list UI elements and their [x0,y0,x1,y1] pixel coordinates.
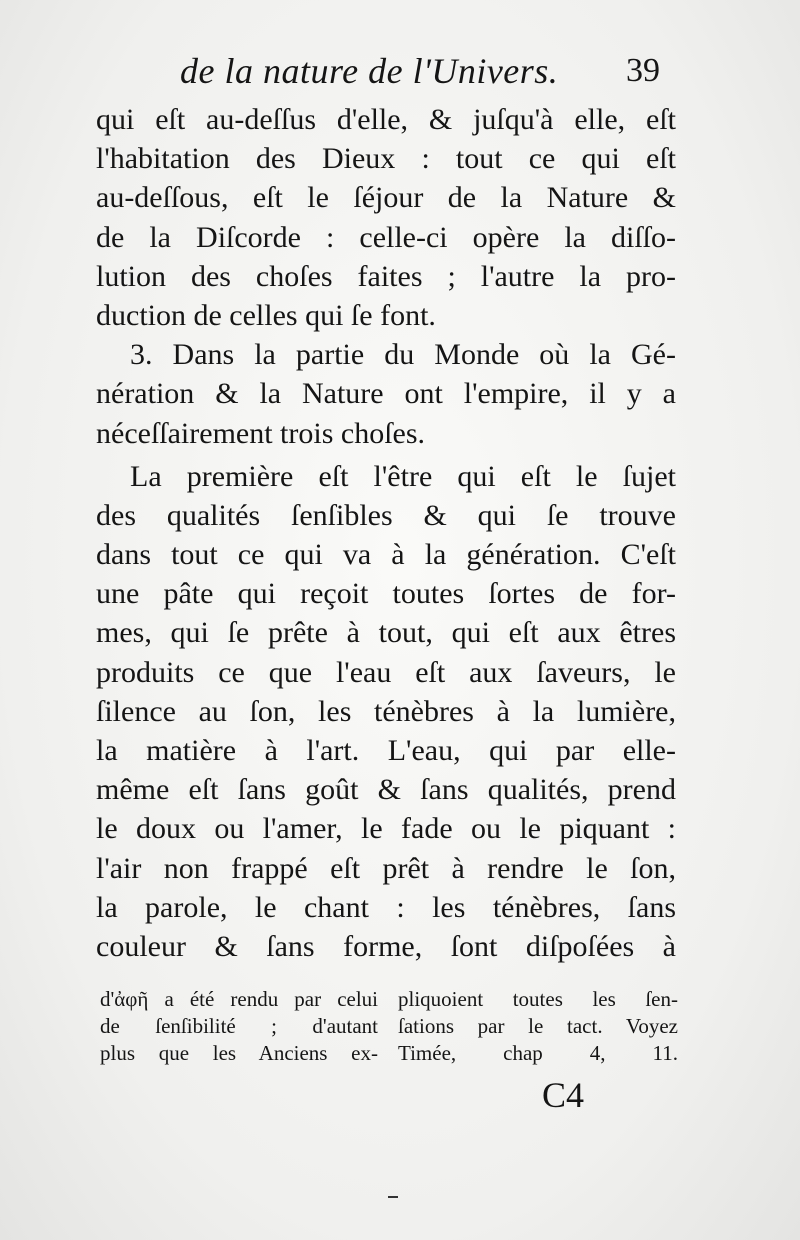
page-speck [388,1196,398,1198]
text-line: nération & la Nature ont l'empire, il y a [96,377,676,411]
text-line: néceſſairement trois choſes. [96,416,426,450]
text-line: le doux ou l'amer, le fade ou le piquant : [96,812,676,846]
footnote-column-right [398,986,678,1067]
text-line: au-deſſous, eſt le ſéjour de la Nature & [96,181,676,215]
text-line: dans tout ce qui va à la génération. C'eſt [96,538,676,572]
text-line: l'habitation des Dieux : tout ce qui eſt [96,142,676,176]
text-line: des qualités ſenſibles & qui ſe trouve [96,498,676,532]
footnote-line: Timée, chap 4, 11. [398,1041,678,1065]
text-line: de la Diſcorde : celle-ci opère la diſſo- [96,220,676,254]
footnote-line: ſations par le tact. Voyez [398,1014,678,1038]
footnote-line: plus que les Anciens ex- [100,1041,378,1065]
text-line: même eſt ſans goût & ſans qualités, prend [96,773,676,807]
page-header [180,50,660,100]
text-line: l'air non frappé eſt prêt à rendre le ſon, [96,851,676,885]
text-line: la parole, le chant : les ténèbres, ſans [96,890,676,924]
text-line: une pâte qui reçoit toutes ſortes de for- [96,577,676,611]
text-line: couleur & ſans forme, ſont diſpoſées à [96,929,676,963]
text-line: duction de celles qui ſe font. [96,298,436,332]
footnote-line: d'ἀφῆ a été rendu par celui [100,987,378,1011]
text-line: qui eſt au-deſſus d'elle, & juſqu'à elle, eſt [96,103,676,136]
footnotes [100,986,678,1067]
signature-mark: C4 [542,1075,585,1115]
footnote-line: pliquoient toutes les ſen- [398,987,678,1011]
text-line: La première eſt l'être qui eſt le ſujet [130,459,676,493]
running-title: de la nature de l'Univers. [180,51,559,91]
page-number: 39 [626,52,660,89]
text-line: lution des choſes faites ; l'autre la pro- [96,259,676,293]
footnote-line: de ſenſibilité ; d'autant [100,1014,378,1038]
text-line: ſilence au ſon, les ténèbres à la lumière, [96,694,676,728]
footnote-column-left [100,986,378,1067]
text-line: mes, qui ſe prête à tout, qui eſt aux êtres [96,616,676,650]
text-line: 3. Dans la partie du Monde où la Gé- [130,338,676,372]
text-line: la matière à l'art. L'eau, qui par elle- [96,734,676,767]
text-line: produits ce que l'eau eſt aux ſaveurs, le [96,655,676,689]
main-text [96,100,676,966]
